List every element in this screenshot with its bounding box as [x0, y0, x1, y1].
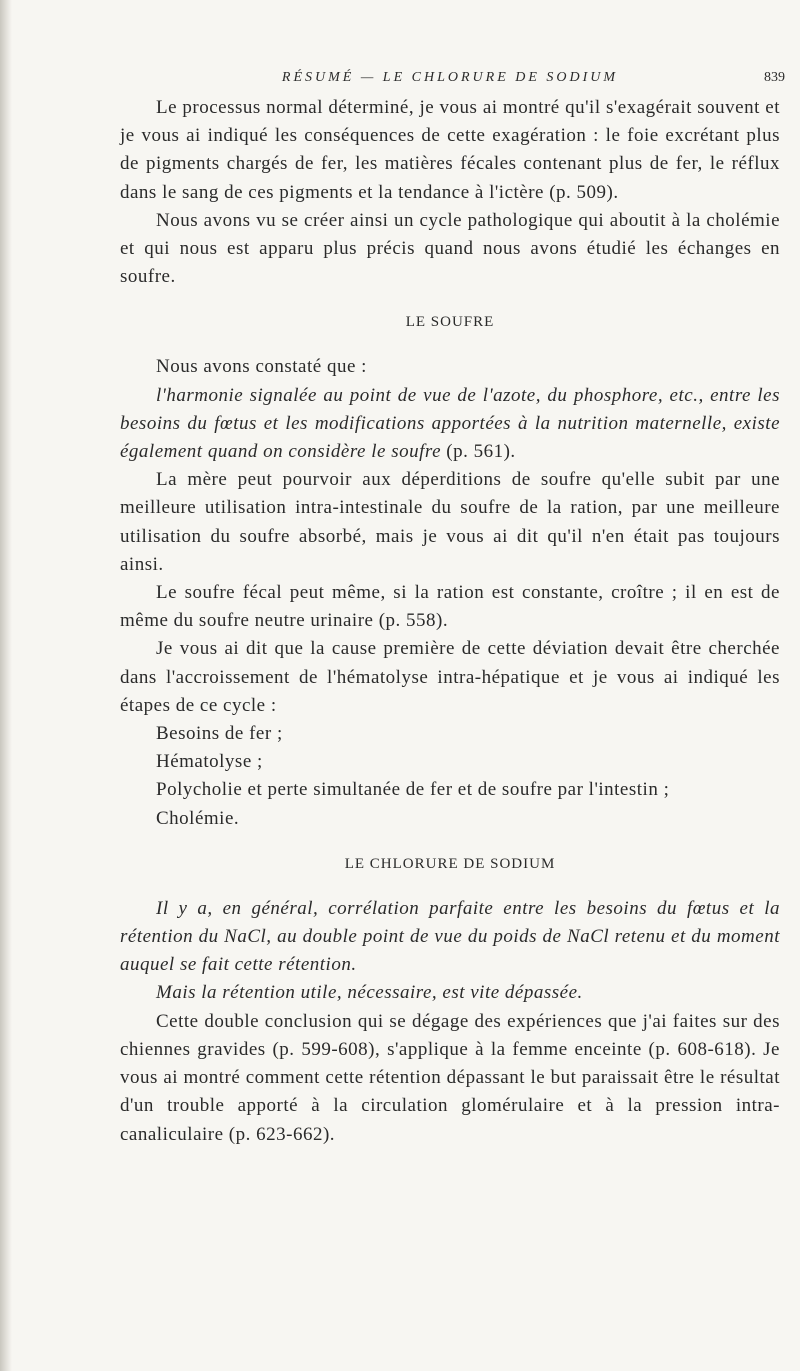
italic-statement: Mais la rétention utile, nécessaire, est vite dépassée.	[156, 982, 583, 1004]
paragraph: La mère peut pourvoir aux déperditions de soufre qu'elle subit par une meilleure utilisation intra-intestinale du soufre de la ration, par une meilleure utilisation du soufre absorbé, mais je vous ai dit qu'il n'en était pas toujours ainsi.	[120, 469, 780, 575]
running-head-title: RÉSUMÉ — LE CHLORURE DE SODIUM	[281, 70, 619, 85]
italic-statement: Il y a, en général, corrélation parfaite entre les besoins du fœtus et la rétention du NaCl, au double point de vue du poids de NaCl retenu et du moment auquel se fait cette rétention.	[120, 897, 780, 976]
cycle-step: Cholémie.	[156, 807, 240, 829]
paragraph: Cette double conclusion qui se dégage des expériences que j'ai faites sur des chiennes gravides (p. 599-608), s'applique à la femme enceinte (p. 608-618). Je vous ai montré comment cette rétention dépassant le but paraissait être le résultat d'un trouble apporté à la circulation glomérulaire et à la pression intra-canaliculaire (p. 623-662).	[120, 1010, 780, 1145]
section-heading-soufre: LE SOUFRE	[405, 314, 495, 331]
paragraph: Nous avons vu se créer ainsi un cycle pathologique qui aboutit à la cholémie et qui nous est apparu plus précis quand nous avons étudié les échanges en soufre.	[120, 209, 780, 288]
page-number: 839	[764, 70, 785, 85]
section-heading-chlorure: LE CHLORURE DE SODIUM	[344, 855, 556, 872]
paragraph: Le processus normal déterminé, je vous ai montré qu'il s'exagérait souvent et je vous ai indiqué les conséquences de cette exagération : le foie excrétant plus de pigments chargés de fer, les matières fécales contenant plus de fer, le réflux dans le sang de ces pigments et la tendance à l'ictère (p. 509).	[120, 97, 780, 203]
page-reference: (p. 561).	[441, 441, 516, 463]
paragraph: Le soufre fécal peut même, si la ration est constante, croître ; il en est de même du soufre neutre urinaire (p. 558).	[120, 582, 780, 632]
cycle-step: Polycholie et perte simultanée de fer et de soufre par l'intestin ;	[156, 779, 670, 801]
book-page	[120, 70, 785, 1149]
cycle-step: Besoins de fer ;	[156, 723, 283, 745]
italic-statement: l'harmonie signalée au point de vue de l'azote, du phosphore, etc., entre les besoins du fœtus et les modifications apportées à la nutrition maternelle, existe également quand on considère le soufre	[120, 384, 780, 463]
paragraph	[120, 382, 780, 467]
cycle-step: Hématolyse ;	[156, 751, 263, 773]
running-head	[120, 70, 785, 94]
page-edge-shadow	[0, 0, 12, 1371]
paragraph: Je vous ai dit que la cause première de cette déviation devait être cherchée dans l'accroissement de l'hématolyse intra-hépatique et je vous ai indiqué les étapes de ce cycle :	[120, 638, 780, 716]
paragraph: Nous avons constaté que :	[156, 356, 367, 378]
